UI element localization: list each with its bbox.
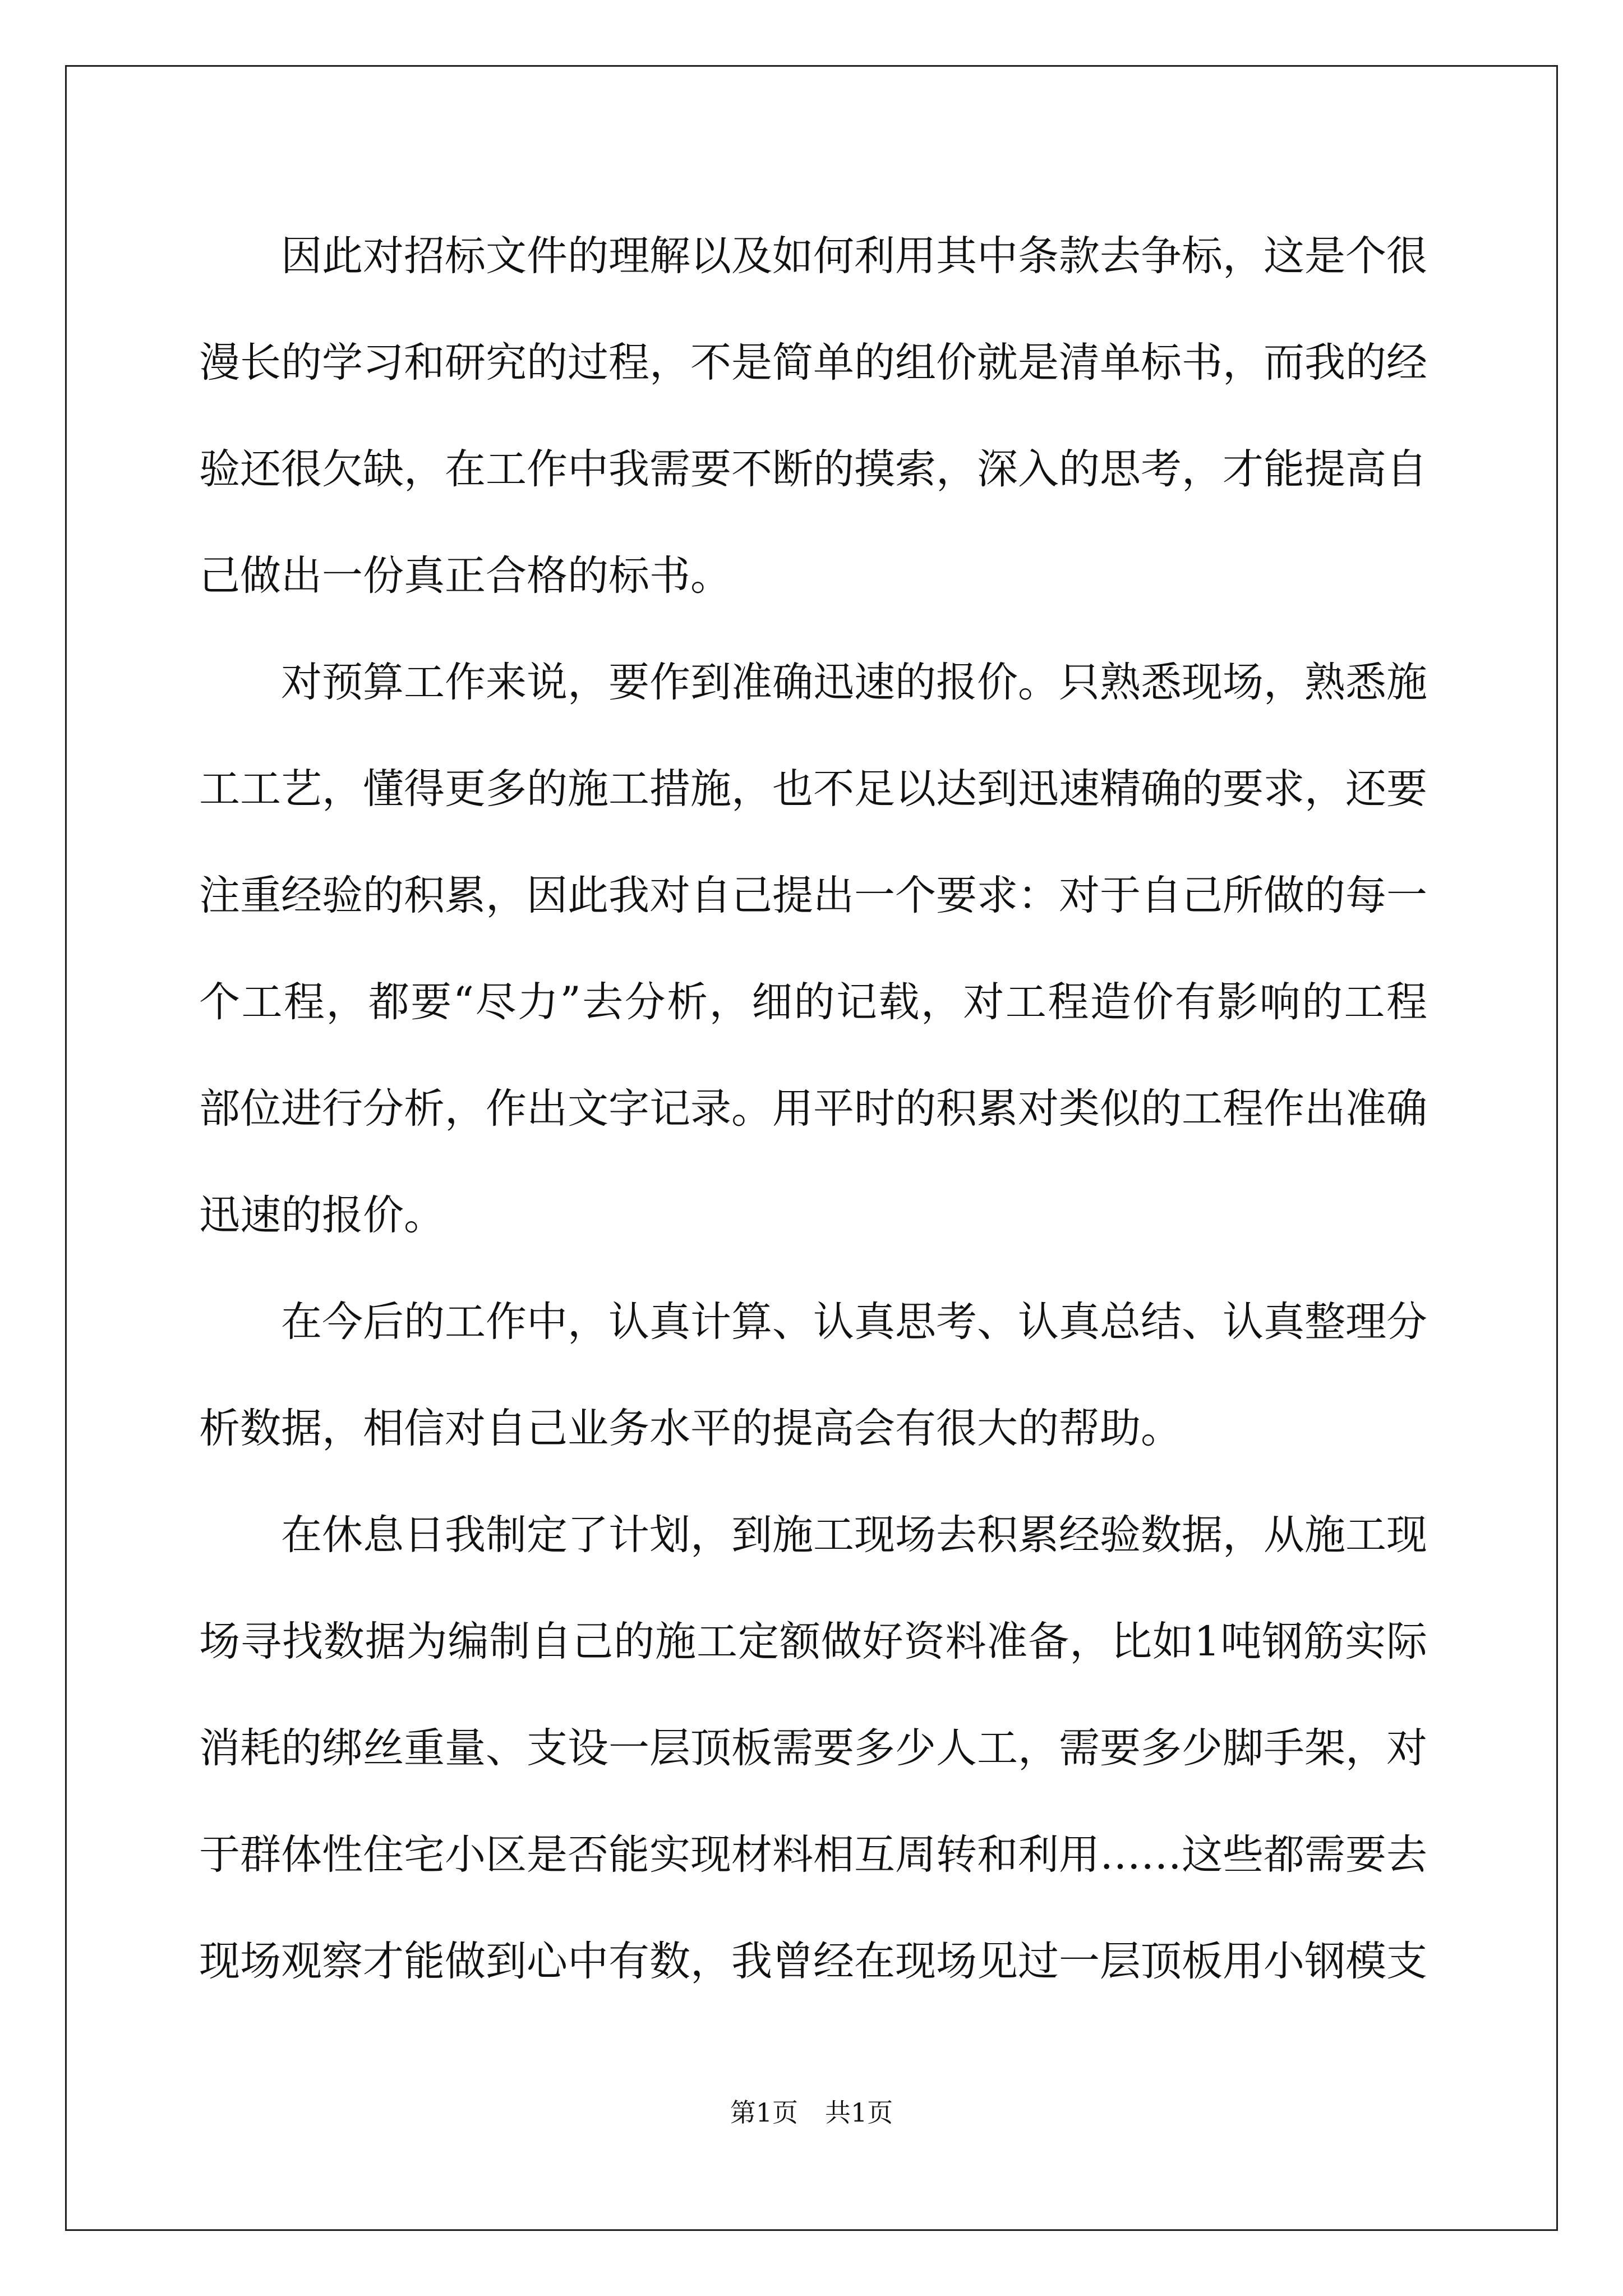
paragraph-1: 因此对招标文件的理解以及如何利用其中条款去争标，这是个很漫长的学习和研究的过程，不是简单的组价就是清单标书，而我的经验还很欠缺，在工作中我需要不断的摸索，深入的思考，才能提高自己做出一份真正合格的标书。: [199, 232, 1427, 600]
document-body: [199, 203, 1427, 2015]
page-footer: [0, 2096, 1623, 2129]
paragraph-3: 在今后的工作中，认真计算、认真思考、认真总结、认真整理分析数据，相信对自己业务水平的提高会有很大的帮助。: [199, 1298, 1427, 1452]
paragraph-4: 在休息日我制定了计划，到施工现场去积累经验数据，从施工现场寻找数据为编制自己的施工定额做好资料准备，比如1吨钢筋实际消耗的绑丝重量、支设一层顶板需要多少人工，需要多少脚手架，对于群体性住宅小区是否能实现材料相互周转和利用……这些都需要去现场观察才能做到心中有数，我曾经在现场见过一层顶板用小钢模支: [199, 1511, 1427, 1985]
paragraph-2: 对预算工作来说，要作到准确迅速的报价。只熟悉现场，熟悉施工工艺，懂得更多的施工措施，也不足以达到迅速精确的要求，还要注重经验的积累，因此我对自己提出一个要求：对于自己所做的每一个工程，都要“尽力”去分析，细的记载，对工程造价有影响的工程部位进行分析，作出文字记录。用平时的积累对类似的工程作出准确迅速的报价。: [199, 659, 1427, 1239]
page-number: 第1页: [730, 2097, 798, 2128]
page-total: 共1页: [825, 2097, 893, 2128]
